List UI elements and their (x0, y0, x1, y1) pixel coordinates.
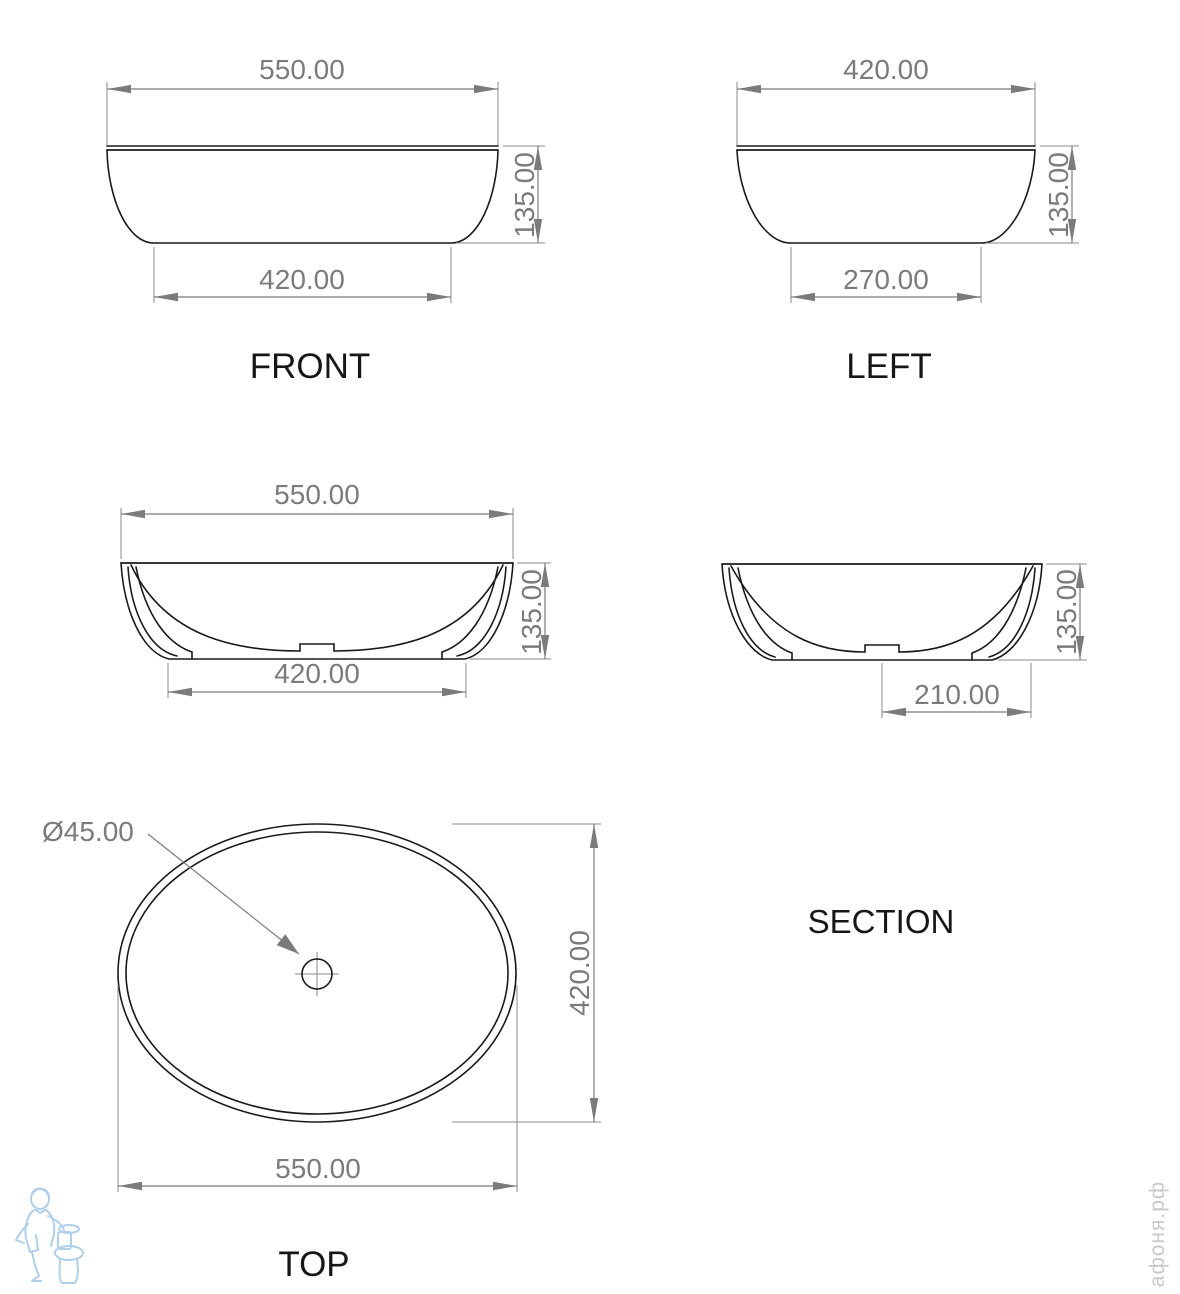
plumber-legs (32, 1252, 41, 1281)
front-section-view (121, 479, 551, 698)
site-watermark-text: афоня.рф (1146, 1180, 1169, 1288)
left-dim-top-text: 420.00 (843, 54, 929, 85)
ssec-dim-bottom-text: 210.00 (914, 679, 1000, 710)
fsec-dim-top-text: 550.00 (274, 479, 360, 510)
front-basin-body (107, 150, 498, 243)
front-dim-bottom-text: 420.00 (259, 264, 345, 295)
toilet-pedestal (60, 1259, 78, 1283)
front-view (107, 54, 545, 386)
top-dim-width-text: 550.00 (275, 1153, 361, 1184)
plumber-jacket-left (25, 1210, 38, 1252)
plumber-bowtie (36, 1210, 45, 1213)
left-basin-body (737, 150, 1035, 243)
front-view-label: FRONT (249, 347, 371, 386)
top-view-label: TOP (278, 1245, 350, 1284)
front-dim-top-text: 550.00 (259, 54, 345, 85)
fsec-dim-bottom-text: 420.00 (274, 658, 360, 689)
side-section-view (722, 564, 1087, 718)
fsec-dim-height-text: 135.00 (516, 569, 547, 655)
plumber-arm-on-toilet (48, 1216, 64, 1230)
top-dim-height-text: 420.00 (564, 930, 595, 1016)
left-view (737, 54, 1079, 386)
ssec-dim-height-text: 135.00 (1051, 569, 1082, 655)
left-view-label: LEFT (846, 347, 932, 386)
top-dim-drain-text: Ø45.00 (42, 816, 134, 847)
left-dim-bottom-text: 270.00 (843, 264, 929, 295)
front-dim-height-text: 135.00 (509, 152, 540, 238)
drain-leader-line (148, 834, 299, 954)
plumber-watermark-icon (16, 1189, 83, 1283)
left-dim-height-text: 135.00 (1043, 152, 1074, 238)
top-view (42, 816, 601, 1284)
section-label: SECTION (807, 903, 955, 940)
